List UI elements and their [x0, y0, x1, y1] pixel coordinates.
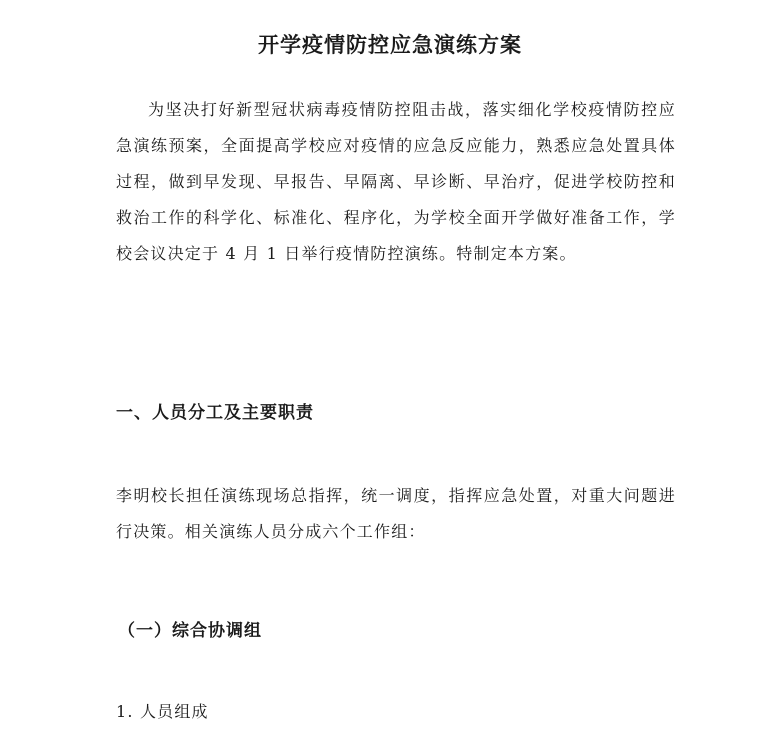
section-paragraph-commander: 李明校长担任演练现场总指挥，统一调度，指挥应急处置，对重大问题进行决策。相关演练人员分成六个工作组： — [116, 486, 676, 541]
section-heading-personnel: 一、人员分工及主要职责 — [116, 403, 314, 423]
intro-paragraph: 为坚决打好新型冠状病毒疫情防控阻击战，落实细化学校疫情防控应急演练预案，全面提高学校应对疫情的应急反应能力，熟悉应急处置具体过程，做到早发现、早报告、早隔离、早诊断、早治疗，促进学校防控和救治工作的科学化、标准化、程序化，为学校全面开学做好准备工作，学校会议决定于 4 月 1 日举行疫情防控演练。特制定本方案。 — [116, 100, 676, 263]
list-item-personnel-composition: 1. 人员组成 — [116, 702, 209, 721]
subsection-heading-coordination: （一）综合协调组 — [118, 621, 262, 641]
document-title: 开学疫情防控应急演练方案 — [258, 32, 522, 57]
